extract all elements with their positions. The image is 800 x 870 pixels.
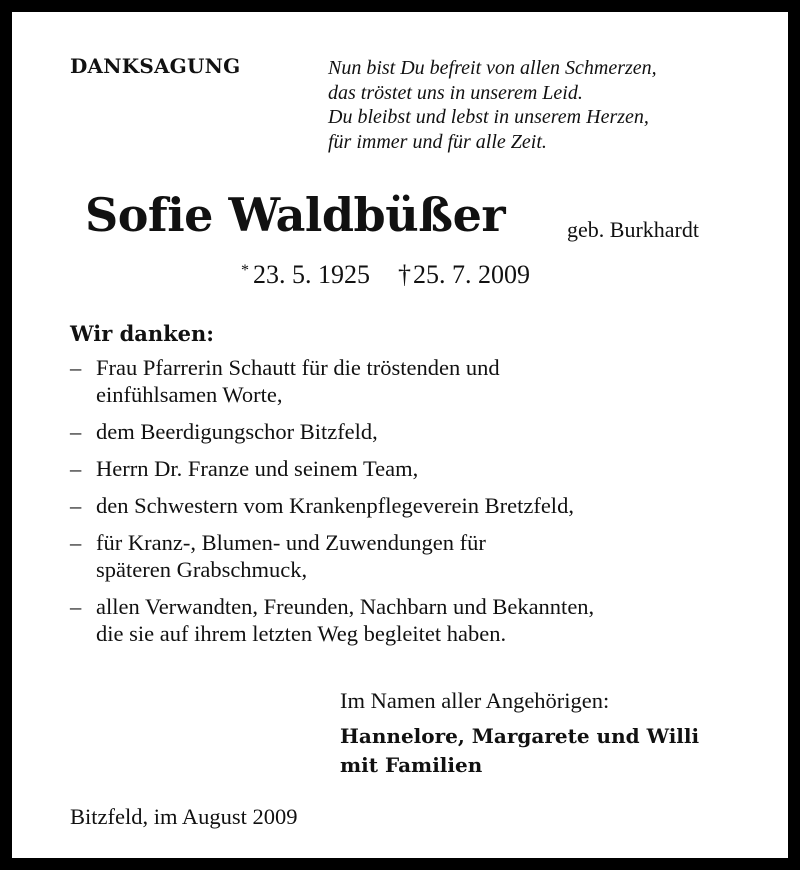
list-item [70, 593, 594, 647]
death-date: 25. 7. 2009 [413, 260, 530, 289]
list-item [70, 529, 594, 583]
dash-bullet-icon: – [70, 594, 82, 619]
notice-heading: DANKSAGUNG [70, 54, 241, 78]
dash-bullet-icon: – [70, 493, 82, 518]
poem-line: Nun bist Du befreit von allen Schmerzen, [328, 57, 657, 79]
list-item-text: späteren Grabschmuck, [96, 557, 308, 582]
life-dates [241, 260, 530, 290]
list-item-text: den Schwestern vom Krankenpflegeverein Bretzfeld, [96, 493, 574, 518]
memorial-poem [328, 56, 657, 154]
list-item-text: Frau Pfarrerin Schautt für die tröstenden und [96, 355, 500, 380]
signer-line: Hannelore, Margarete und Willi [340, 724, 700, 748]
list-item [70, 354, 594, 408]
dash-bullet-icon: – [70, 456, 82, 481]
death-cross-icon: † [398, 260, 411, 289]
list-item-text: dem Beerdigungschor Bitzfeld, [96, 419, 378, 444]
birth-date: 23. 5. 1925 [253, 260, 370, 289]
list-item [70, 455, 594, 482]
list-item-text: allen Verwandten, Freunden, Nachbarn und Bekannten, [96, 594, 595, 619]
dash-bullet-icon: – [70, 355, 82, 380]
list-item-text: für Kranz-, Blumen- und Zuwendungen für [96, 530, 486, 555]
maiden-name: geb. Burkhardt [567, 217, 699, 242]
thanks-heading: Wir danken: [70, 321, 215, 346]
list-item-text: Herrn Dr. Franze und seinem Team, [96, 456, 419, 481]
place-date: Bitzfeld, im August 2009 [70, 804, 298, 829]
signers [340, 722, 699, 780]
list-item [70, 418, 594, 445]
signer-line: mit Familien [340, 753, 483, 777]
dash-bullet-icon: – [70, 530, 82, 555]
poem-line: Du bleibst und lebst in unserem Herzen, [328, 106, 649, 128]
poem-line: das tröstet uns in unserem Leid. [328, 81, 583, 104]
list-item-text: einfühlsamen Worte, [96, 382, 283, 407]
poem-line: für immer und für alle Zeit. [328, 130, 547, 153]
list-item [70, 492, 594, 519]
thanks-list [70, 354, 594, 657]
list-item-text: die sie auf ihrem letzten Weg begleitet haben. [96, 621, 507, 646]
birth-star-icon: * [241, 262, 249, 279]
dash-bullet-icon: – [70, 419, 82, 444]
deceased-name: Sofie Waldbüßer [85, 188, 506, 242]
closing-intro: Im Namen aller Angehörigen: [340, 688, 610, 713]
